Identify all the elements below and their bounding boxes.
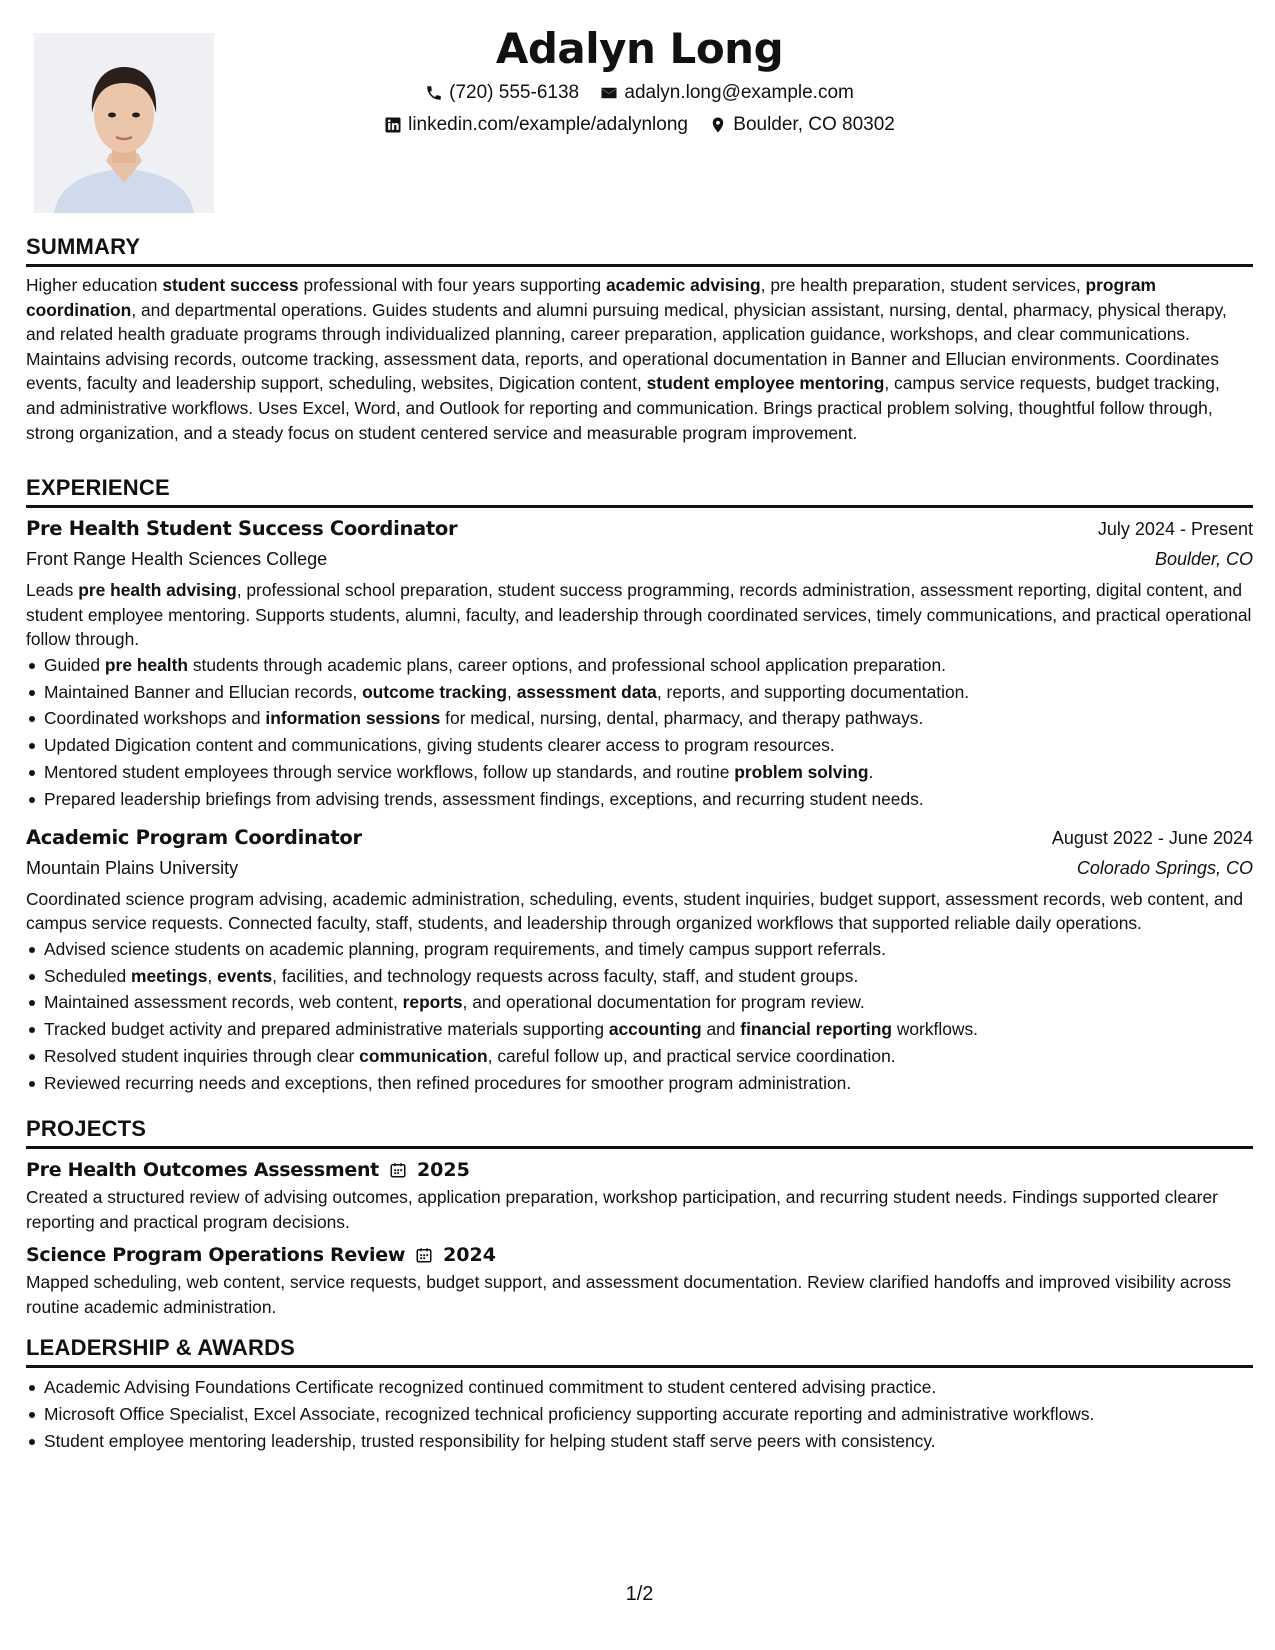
resume-page [26, 0, 1253, 1650]
phone-icon [425, 84, 443, 102]
keyword-highlight: outcome tracking [362, 681, 508, 702]
envelope-icon [600, 84, 618, 102]
resume-header [26, 22, 1253, 140]
job-entry [26, 823, 1253, 1097]
keyword-highlight: communication [359, 1045, 488, 1066]
keyword-highlight: program coordination [26, 275, 1157, 320]
keyword-highlight: events [217, 965, 273, 986]
job-dates: July 2024 - Present [1097, 519, 1253, 539]
project-entry [26, 1240, 1253, 1319]
job-bullet: Guided pre health students through academic plans, career options, and professional school application preparation. [44, 652, 1253, 679]
location-contact [709, 110, 895, 140]
leadership-list [26, 1374, 1253, 1454]
keyword-highlight: meetings [131, 965, 208, 986]
section-title-projects: PROJECTS [26, 1115, 1253, 1149]
leadership-item: Student employee mentoring leadership, trusted responsibility for helping student staff serve peers with consistency. [44, 1428, 1253, 1455]
keyword-highlight: problem solving [734, 761, 869, 782]
email-contact[interactable] [600, 78, 853, 108]
map-pin-icon [709, 116, 727, 134]
contact-line-2 [26, 110, 1253, 140]
linkedin-icon [384, 116, 402, 134]
job-dates: August 2022 - June 2024 [1051, 827, 1253, 848]
projects-section [26, 1115, 1253, 1319]
job-description: Coordinated science program advising, academic administration, scheduling, events, student inquiries, budget support, assessment records, web content, and campus service requests. Connected faculty, staff, students, and leadership through organized workflows that supported reliable daily operations. [26, 888, 1244, 934]
keyword-highlight: student employee mentoring [646, 373, 885, 394]
section-title-experience: EXPERIENCE [26, 474, 1253, 508]
leadership-item: Academic Advising Foundations Certificate recognized continued commitment to student centered advising practice. [44, 1374, 1253, 1401]
job-bullet: Prepared leadership briefings from advising trends, assessment findings, exceptions, and recurring student needs. [44, 786, 1253, 813]
job-bullet: Mentored student employees through service workflows, follow up standards, and routine problem solving. [44, 759, 1253, 786]
keyword-highlight: reports [402, 992, 463, 1013]
job-description: Leads pre health advising, professional school preparation, student success programming, records administration, assessment reporting, digital content, and student employee mentoring. Supports students, alumni, faculty, and leadership through coordinated services, timely communications, and practical operational follow through. [26, 580, 1252, 650]
section-title-leadership: LEADERSHIP & AWARDS [26, 1334, 1253, 1368]
phone-contact [425, 78, 579, 108]
keyword-highlight: pre health advising [78, 580, 237, 600]
linkedin-url[interactable]: linkedin.com/example/adalynlong [408, 114, 688, 136]
section-title-summary: SUMMARY [26, 233, 1253, 267]
location-text: Boulder, CO 80302 [733, 114, 895, 136]
job-bullet-list [26, 652, 1253, 813]
calendar-icon [415, 1246, 433, 1264]
contact-line-1 [26, 78, 1253, 108]
project-description: Mapped scheduling, web content, service requests, budget support, and assessment documentation. Review clarified handoffs and improved visibility across routine academic administration. [26, 1272, 1232, 1317]
keyword-highlight: pre health [104, 654, 189, 675]
email-address[interactable]: adalyn.long@example.com [624, 82, 854, 103]
project-year: 2025 [416, 1159, 470, 1181]
job-bullet: Reviewed recurring needs and exceptions, then refined procedures for smoother program administration. [44, 1070, 1253, 1097]
job-bullet: Coordinated workshops and information sessions for medical, nursing, dental, pharmacy, and therapy pathways. [44, 705, 1253, 732]
job-title: Academic Program Coordinator [26, 825, 362, 849]
job-bullet: Scheduled meetings, events, facilities, and technology requests across faculty, staff, and student groups. [44, 963, 1253, 990]
keyword-highlight: information sessions [265, 708, 441, 729]
keyword-highlight: assessment data [516, 681, 657, 702]
job-title: Pre Health Student Success Coordinator [26, 517, 458, 540]
job-bullet: Tracked budget activity and prepared administrative materials supporting accounting and financial reporting workflows. [44, 1016, 1253, 1043]
keyword-highlight: accounting [608, 1019, 702, 1040]
job-location: Boulder, CO [1154, 549, 1253, 569]
job-organization: Mountain Plains University [26, 857, 239, 878]
job-location: Colorado Springs, CO [1076, 857, 1253, 878]
calendar-icon [389, 1161, 407, 1179]
job-bullet: Maintained assessment records, web content, reports, and operational documentation for program review. [44, 989, 1253, 1016]
job-bullet: Maintained Banner and Ellucian records, outcome tracking, assessment data, reports, and supporting documentation. [44, 679, 1253, 706]
project-description: Created a structured review of advising outcomes, application preparation, workshop participation, and recurring student needs. Findings supported clearer reporting and practical program decisions. [26, 1187, 1218, 1232]
phone-number: (720) 555-6138 [449, 82, 580, 103]
experience-section [26, 474, 1253, 1097]
project-entry [26, 1155, 1253, 1234]
keyword-highlight: student success [162, 275, 299, 295]
project-year: 2024 [443, 1244, 496, 1267]
candidate-name: Adalyn Long [495, 24, 784, 73]
linkedin-contact[interactable] [384, 110, 688, 140]
keyword-highlight: academic advising [606, 275, 761, 295]
job-bullet: Advised science students on academic planning, program requirements, and timely campus support referrals. [44, 936, 1253, 963]
job-organization: Front Range Health Sciences College [26, 549, 328, 569]
project-title: Pre Health Outcomes Assessment [26, 1159, 379, 1181]
leadership-item: Microsoft Office Specialist, Excel Associate, recognized technical proficiency supporting accurate reporting and administrative workflows. [44, 1401, 1253, 1428]
job-bullet-list [26, 936, 1253, 1097]
summary-section [26, 233, 1253, 445]
page-number: 1/2 [625, 1583, 654, 1605]
keyword-highlight: financial reporting [740, 1019, 892, 1040]
leadership-section [26, 1334, 1253, 1454]
project-title: Science Program Operations Review [26, 1244, 406, 1267]
job-bullet: Updated Digication content and communications, giving students clearer access to program resources. [44, 732, 1253, 759]
summary-text: Higher education student success professional with four years supporting academic advising, pre health preparation, student services, program coordination, and departmental operations. Guides students and alumni pursuing medical, physician assistant, nursing, dental, pharmacy, physical therapy, and related health graduate programs through individualized planning, career preparation, application guidance, workshops, and clear communications. Maintains advising records, outcome tracking, assessment data, reports, and operational documentation in Banner and Ellucian environments. Coordinates events, faculty and leadership support, scheduling, websites, Digication content, student employee mentoring, campus service requests, budget tracking, and administrative workflows. Uses Excel, Word, and Outlook for reporting and communication. Brings practical problem solving, thoughtful follow through, strong organization, and a steady focus on student centered service and measurable program improvement. [26, 275, 1227, 443]
job-entry [26, 514, 1253, 813]
job-bullet: Resolved student inquiries through clear communication, careful follow up, and practical service coordination. [44, 1043, 1253, 1070]
